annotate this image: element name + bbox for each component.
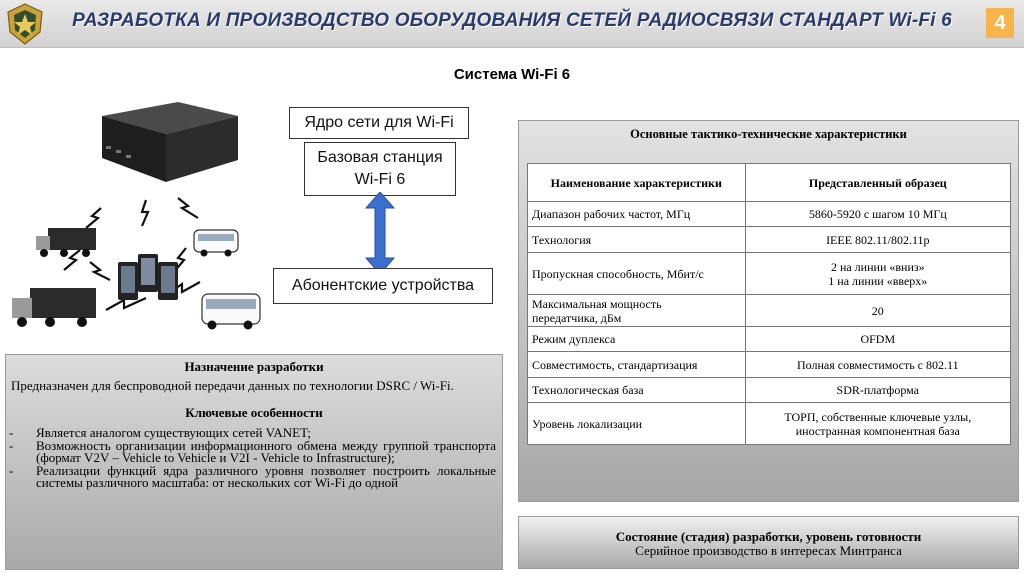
specs-title: Основные тактико-технические характеристики	[630, 127, 907, 141]
column-header-name: Наименование характеристики	[528, 164, 746, 202]
table-row	[528, 227, 1011, 253]
list-item: - Реализации функций ядра различного уровня позволяет построить локальные системы различного масштаба: от нескольких сот Wi-Fi до одной	[6, 465, 496, 490]
spec-name: Пропускная способность, Мбит/с	[528, 253, 746, 295]
table-row	[528, 403, 1011, 445]
table-row	[528, 378, 1011, 403]
spec-value	[745, 253, 1010, 295]
features-heading: Ключевые особенности	[185, 405, 323, 420]
spec-value: IEEE 802.11/802.11p	[745, 227, 1010, 253]
slide-number-badge: 4	[986, 8, 1014, 38]
purpose-text: Предназначен для беспроводной передачи данных по технологии DSRC / Wi-Fi.	[11, 378, 454, 393]
spec-name: Уровень локализации	[528, 403, 746, 445]
spec-value: SDR-платформа	[745, 378, 1010, 403]
header-title: РАЗРАБОТКА И ПРОИЗВОДСТВО ОБОРУДОВАНИЯ СЕТЕЙ РАДИОСВЯЗИ СТАНДАРТ Wi-Fi 6	[72, 10, 952, 31]
spec-value-line1: 2 на линии «вниз»	[830, 259, 925, 274]
lightning-signal-icon	[86, 208, 101, 228]
table-row	[528, 295, 1011, 327]
spec-name: Совместимость, стандартизация	[528, 352, 746, 378]
spec-value-line2: 1 на линии «вверх»	[828, 273, 928, 288]
spec-name: Режим дуплекса	[528, 327, 746, 352]
header-bar	[0, 0, 1024, 48]
spec-value: OFDM	[745, 327, 1010, 352]
lightning-signal-icon	[178, 198, 198, 218]
spec-name: Технологическая база	[528, 378, 746, 403]
spec-name: Технология	[528, 227, 746, 253]
truck-icon	[12, 288, 96, 327]
subscriber-devices-label: Абонентские устройства	[291, 277, 475, 294]
network-core-label: Ядро сети для Wi-Fi	[304, 114, 454, 131]
specs-panel	[518, 120, 1019, 502]
spec-name-line2: передатчика, дБм	[532, 310, 622, 325]
network-core-box	[289, 107, 469, 139]
smartphone-icon	[118, 254, 178, 300]
list-item: - Является аналогом существующих сетей VANET;	[6, 427, 496, 440]
table-header-row	[528, 164, 1011, 202]
purpose-heading: Назначение разработки	[184, 359, 324, 374]
table-row	[528, 327, 1011, 352]
bus-icon	[194, 230, 238, 257]
purpose-panel	[5, 354, 503, 570]
spec-value-line1: ТОРП, собственные ключевые узлы,	[784, 409, 972, 424]
table-row	[528, 253, 1011, 295]
status-panel	[518, 516, 1019, 569]
spec-name	[528, 295, 746, 327]
lightning-signal-icon	[142, 200, 148, 226]
table-row	[528, 202, 1011, 227]
double-arrow-icon	[365, 192, 395, 274]
base-station-label-line1: Базовая станция	[317, 149, 443, 166]
status-title: Состояние (стадия) разработки, уровень готовности	[615, 529, 922, 544]
specs-table	[527, 163, 1011, 445]
bus-icon	[202, 294, 260, 330]
column-header-value: Представленный образец	[745, 164, 1010, 202]
base-station-label-line2: Wi-Fi 6	[354, 171, 406, 188]
truck-icon	[36, 228, 96, 257]
network-illustration	[6, 98, 268, 336]
lightning-signal-icon	[90, 262, 110, 280]
list-item: - Возможность организации информационного обмена между группой транспорта (формат V2V – Vehicle to Vehicle и V2I - Vehicle to Infrastructure);	[6, 440, 496, 465]
base-station-device-icon	[102, 102, 238, 182]
spec-value: 5860-5920 с шагом 10 МГц	[745, 202, 1010, 227]
features-list	[6, 427, 502, 490]
spec-value-line2: иностранная компонентная база	[795, 423, 960, 438]
base-station-box	[304, 142, 456, 196]
spec-value: Полная совместимость с 802.11	[745, 352, 1010, 378]
subscriber-devices-box	[273, 268, 493, 304]
spec-name-line1: Максимальная мощность	[532, 296, 662, 311]
system-title: Система Wi-Fi 6	[453, 66, 571, 83]
spec-name: Диапазон рабочих частот, МГц	[528, 202, 746, 227]
spec-value: 20	[745, 295, 1010, 327]
table-row	[528, 352, 1011, 378]
spec-value	[745, 403, 1010, 445]
status-text: Серийное производство в интересах Минтранса	[635, 543, 902, 558]
